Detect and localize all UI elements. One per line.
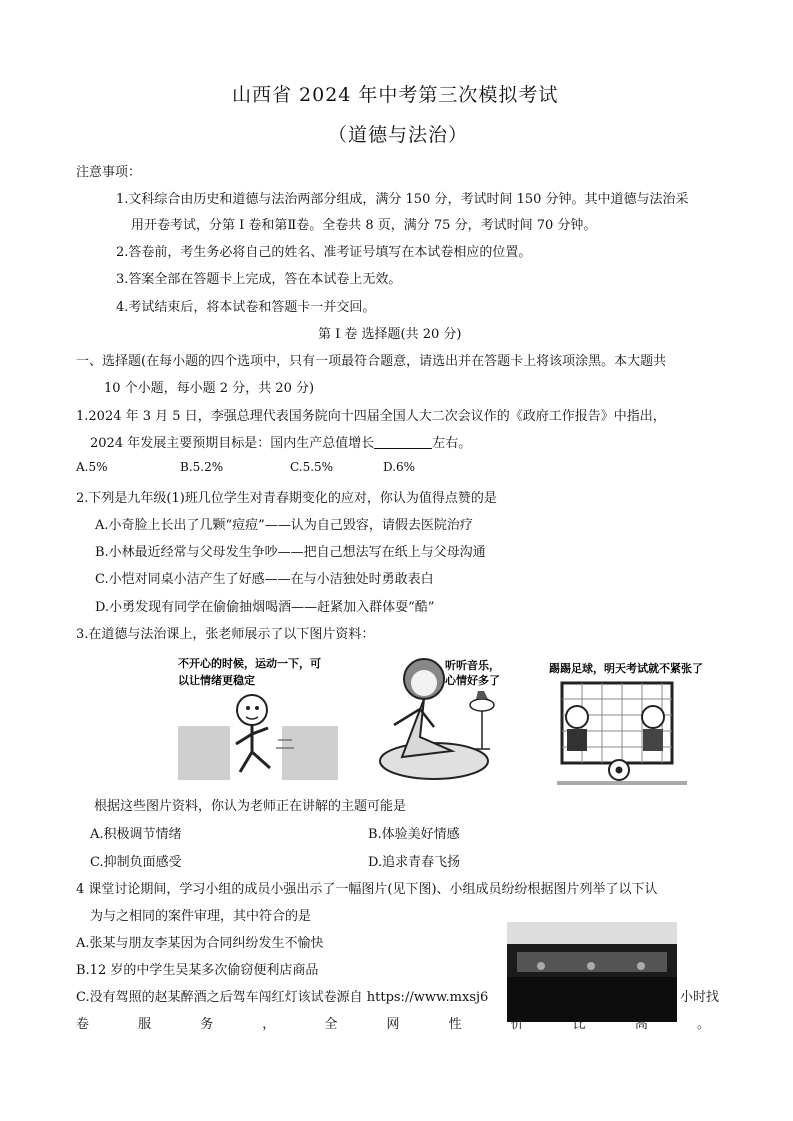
q4-courtroom-photo [507,922,677,1022]
part-1-instructions-line-2: 10 个小题，每小题 2 分，共 20 分) [104,381,315,396]
notice-item-2: 2.答卷前，考生务必将自己的姓名、准考证号填写在本试卷相应的位置。 [116,245,532,260]
q1-stem-line-2 [90,432,471,451]
q3-option-b: B.体验美好情感 [368,827,460,842]
q2-option-a: A.小奇脸上长出了几颗“痘痘”——认为自己毁容，请假去医院治疗 [95,518,473,533]
q3-stem: 3.在道德与法治课上，张老师展示了以下图片资料： [76,627,375,642]
spread-char: 性 [448,1017,462,1032]
notice-item-3: 3.答案全部在答题卡上完成，答在本试卷上无效。 [116,272,402,287]
part-1-instructions-line-1: 一、选择题(在每小题的四个选项中，只有一项最符合题意，请选出并在答题卡上将该项涂黑。本大题共 [76,354,667,369]
q3-picture-1-caption-line-2: 以让情绪更稳定 [178,674,255,687]
spread-char: 服 [138,1017,152,1032]
spread-char: 比 [572,1017,586,1032]
q4-stem-line-1: 4 课堂讨论期间，学习小组的成员小强出示了一幅图片(见下图)、小组成员纷纷根据图片列举了以下认 [76,882,658,897]
notice-item-1-line-1: 1.文科综合由历史和道德与法治两部分组成，满分 150 分，考试时间 150 分钟。其中道德与法治采 [116,192,689,207]
q4-option-c-tail: 小时找 [680,990,720,1005]
q3-picture-2-caption-line-1: 听听音乐， [445,659,500,672]
exam-subtitle: （道德与法治） [328,124,469,146]
notice-item-1-line-2: 用开卷考试，分第 Ⅰ 卷和第Ⅱ卷。全卷共 8 页，满分 75 分，考试时间 70 分钟。 [131,218,597,233]
courtroom-ceiling [507,922,677,944]
courtroom-light [587,962,595,970]
q1-option-d: D.6% [383,460,416,474]
q4-stem-line-2: 为与之相同的案件审理，其中符合的是 [90,909,312,924]
q3-picture-2-music-illustration [374,653,504,787]
courtroom-light [537,962,545,970]
exam-title: 山西省 2024 年中考第三次模拟考试 [232,84,559,106]
q1-option-b: B.5.2% [180,460,224,474]
q1-option-c: C.5.5% [290,460,334,474]
q3-option-d: D.追求青春飞扬 [368,855,461,870]
spread-char: 高 [634,1017,648,1032]
q3-picture-1-running-illustration [178,690,338,786]
q3-option-a: A.积极调节情绪 [90,827,182,842]
q3-picture-2-caption-line-2: 心情好多了 [445,674,500,687]
spread-char: 务 [200,1017,214,1032]
q3-picture-3-football-illustration [557,675,690,788]
q4-spread-line [76,1013,710,1032]
q1-stem-line-1: 1.2024 年 3 月 5 日，李强总理代表国务院向十四届全国人大二次会议作的《政府工作报告》中指出， [76,409,666,424]
q1-stem-text: 2024 年发展主要预期目标是：国内生产总值增长 [90,436,375,451]
courtroom-light [637,962,645,970]
q4-option-a: A.张某与朋友李某因为合同纠纷发生不愉快 [76,936,324,951]
q1-option-a: A.5% [76,460,108,474]
spread-char: ， [262,1017,276,1032]
spread-char: 卷 [76,1017,90,1032]
q4-option-b: B.12 岁的中学生吴某多次偷窃便利店商品 [76,963,319,978]
q1-answer-blank [374,435,432,449]
q2-option-b: B.小林最近经常与父母发生争吵——把自己想法写在纸上与父母沟通 [95,545,486,560]
q2-option-d: D.小勇发现有同学在偷偷抽烟喝酒——赶紧加入群体耍“酷” [95,600,435,615]
q2-stem: 2.下列是九年级(1)班几位学生对青春期变化的应对，你认为值得点赞的是 [76,491,497,506]
q1-stem-tail: 左右。 [432,436,472,451]
q3-option-c: C.抑制负面感受 [90,855,182,870]
q3-picture-1-caption-line-1: 不开心的时候，运动一下，可 [178,657,321,670]
spread-char: 全 [324,1017,338,1032]
q4-option-c: C.没有驾照的赵某醉酒之后驾车闯红灯该试卷源自 https://www.mxsj6 [76,990,489,1005]
q3-picture-3-caption: 踢踢足球，明天考试就不紧张了 [549,662,703,675]
q3-question: 根据这些图片资料，你认为老师正在讲解的主题可能是 [94,799,407,814]
section-1-title: 第 Ⅰ 卷 选择题(共 20 分) [318,327,462,342]
spread-char: 网 [386,1017,400,1032]
spread-char: 。 [696,1017,710,1032]
notice-item-4: 4.考试结束后，将本试卷和答题卡一并交回。 [116,300,376,315]
spread-char: 价 [510,1017,524,1032]
q2-option-c: C.小恺对同桌小洁产生了好感——在与小洁独处时勇敢表白 [95,572,434,587]
notice-heading: 注意事项： [76,165,142,180]
